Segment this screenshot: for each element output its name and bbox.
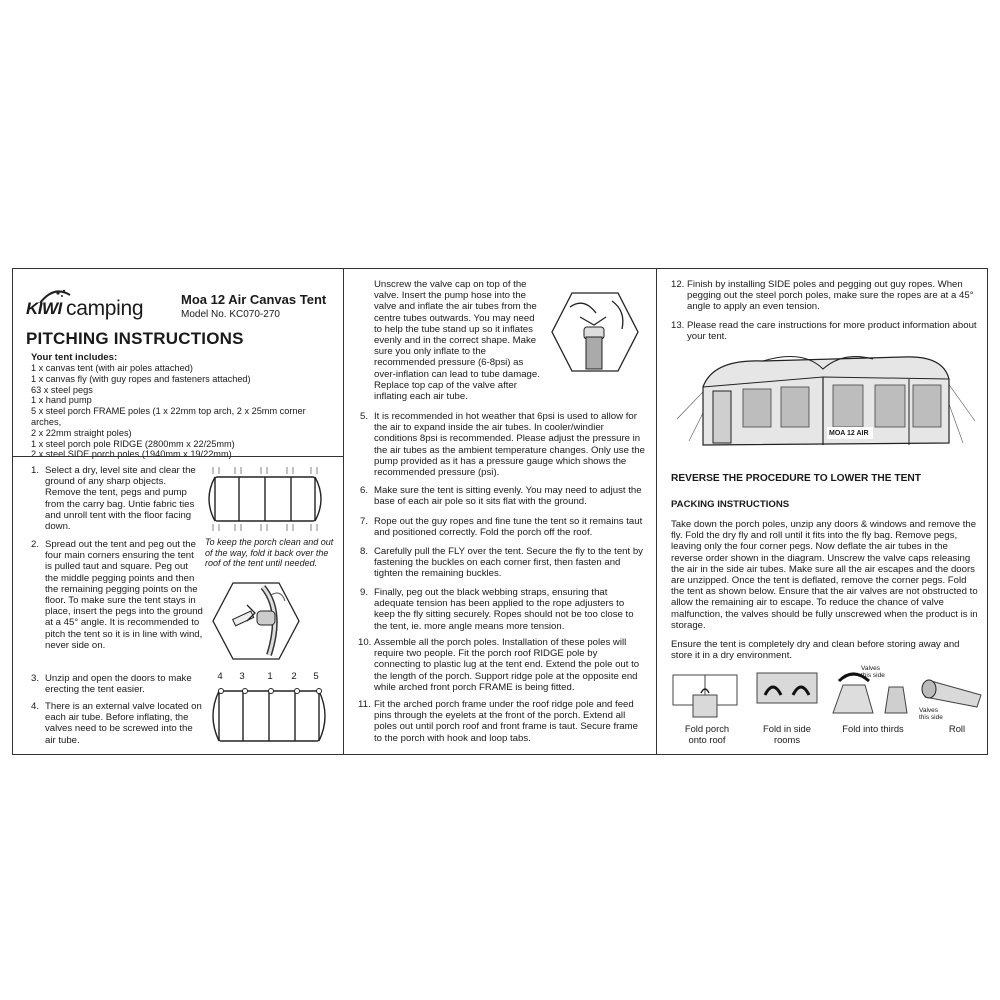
column-1 — [13, 269, 343, 754]
step-number: 6. — [360, 485, 369, 496]
step-number: 4. — [31, 701, 40, 712]
step-4 — [31, 701, 203, 746]
step-number: 9. — [360, 587, 369, 598]
fold-step-label: Fold in side rooms — [763, 723, 811, 745]
step-number: 5. — [360, 411, 369, 422]
column-3 — [656, 269, 989, 754]
step-text: Select a dry, level site and clear the ground of any sharp objects. Remove the tent, pegs and pump from the carry bag. Untie fabric ties and unroll tent with the floor facing down. — [45, 465, 196, 533]
step-12 — [671, 279, 977, 313]
step-number: 2. — [31, 539, 40, 550]
step-text: Finish by installing SIDE poles and pegging out guy ropes. When pegging out the steel porch poles, make sure the ropes are at a 45° angle to apply an even tension. — [687, 279, 974, 313]
step-text: Rope out the guy ropes and fine tune the tent so it remains taut and positioned correctly. Fold the porch off the roof. — [374, 516, 643, 539]
valve-detail-illustration — [211, 581, 301, 661]
step-number: 3. — [31, 673, 40, 684]
step-13 — [671, 320, 977, 342]
step-9 — [360, 587, 646, 632]
tube-number: 1 — [267, 671, 273, 682]
valve-note: Valves this side — [919, 707, 943, 721]
step-text: Unscrew the valve cap on top of the valve. Insert the pump hose into the valve and inflate the air tubes from the centre tubes outwards. You may need to help the tube stand up so it inflates evenly and in the correct shape. Make sure you only inflate to the recommended pressure (6-8psi) as over-inflation can lead to tube damage. Replace top cap of the valve after inflating each air tube. — [374, 279, 540, 403]
brand-logo — [26, 287, 176, 323]
tent-floor-peg-diagram — [201, 465, 331, 533]
step-8 — [360, 546, 646, 580]
porch-caption: To keep the porch clean and out of the way, fold it back over the roof of the tent until needed. — [205, 537, 334, 568]
tube-number: 3 — [239, 671, 245, 682]
includes-list — [31, 363, 336, 460]
step-number: 11. — [358, 699, 371, 710]
step-text: There is an external valve located on each air tube. Before inflating, the valves need to be screwed into the air tube. — [45, 701, 202, 746]
step-text: Spread out the tent and peg out the four main corners ensuring the tent is pulled taut and square. Peg out the middle pegging points and then the remaining pegging points on the floor. To make sure the tent stays in place, insert the pegs into the ground at a 45° angle. It is recommended to pitch the tent so it is in line with wind, never side on. — [45, 539, 203, 651]
step-5 — [360, 411, 646, 478]
step-number: 8. — [360, 546, 369, 557]
includes-item: 1 x hand pump — [31, 395, 92, 406]
pump-valve-illustration — [550, 291, 640, 373]
step-4-continued — [360, 279, 542, 402]
includes-heading: Your tent includes: — [31, 352, 118, 363]
includes-item: 2 x 22mm straight poles) — [31, 427, 132, 438]
inflation-order-diagram — [203, 683, 335, 749]
fold-step-label: Fold into thirds — [842, 723, 904, 734]
fold-porch-diagram — [671, 671, 739, 719]
section-divider — [13, 456, 343, 457]
step-1 — [31, 465, 203, 532]
step-text: It is recommended in hot weather that 6psi is used to allow for the air to expand inside the air tubes. In cooler/windier conditions 8psi is recommended. Please adjust the pressure in the air tubes as the ambient temperature changes. Only use the pump provided as it has a pressure gauge which shows the recommended pressure (psi). — [374, 411, 645, 479]
step-number: 10. — [358, 637, 372, 648]
includes-item: 1 x steel porch pole RIDGE (2800mm x 22/25mm) — [31, 438, 235, 449]
product-title: Moa 12 Air Canvas Tent — [181, 292, 327, 307]
step-text: Please read the care instructions for more product information about your tent. — [687, 320, 977, 343]
fold-step-label: Fold porch onto roof — [684, 723, 730, 745]
storage-paragraph: Ensure the tent is completely dry and clean before storing away and store it in a dry environment. — [671, 639, 960, 662]
step-6 — [360, 485, 646, 507]
packing-paragraph: Take down the porch poles, unzip any doors & windows and remove the fly. Fold the dry fly and roll until it fits into the fly bag. Remove pegs, leaving only the four corner pegs. Now deflate the air tubes in the reverse order shown in the diagram. Unscrew the valve caps releasing the air in the side air tubes. Make sure all the air escapes and the doors are unzipped. Once the tent is deflated, remove the corner pegs. Fold the tent as shown below. Ensure that the air valves are not obstructed to allow the remaining air to escape. To reduce the chance of valve malfunction, the valves should be fully unscrewed when the product is in storage. — [671, 519, 978, 631]
fold-step-label: Roll — [948, 723, 966, 734]
includes-item: 1 x canvas tent (with air poles attached) — [31, 363, 193, 373]
pitching-heading: PITCHING INSTRUCTIONS — [26, 329, 244, 348]
step-number: 7. — [360, 516, 369, 527]
step-number: 13. — [671, 320, 685, 331]
packing-heading: PACKING INSTRUCTIONS — [671, 499, 790, 510]
fold-side-rooms-diagram — [755, 671, 819, 705]
includes-item: 63 x steel pegs — [31, 384, 93, 395]
reverse-heading: REVERSE THE PROCEDURE TO LOWER THE TENT — [671, 473, 921, 484]
step-3 — [31, 673, 203, 695]
includes-item: 5 x steel porch FRAME poles (1 x 22mm top arch, 2 x 25mm corner arches, — [31, 406, 306, 427]
model-number: Model No. KC070-270 — [181, 309, 280, 320]
logo-kiwi-text: KIWI — [26, 299, 62, 318]
step-text: Carefully pull the FLY over the tent. Secure the fly to the tent by fastening the buckles on each corner first, then fasten and tighten the remaining buckles. — [374, 546, 643, 580]
column-2 — [343, 269, 656, 754]
step-2 — [31, 539, 203, 651]
instruction-sheet — [12, 268, 988, 755]
step-10 — [360, 637, 646, 693]
tube-number: 5 — [313, 671, 319, 682]
step-text: Make sure the tent is sitting evenly. You may need to adjust the base of each air pole so it sits flat with the ground. — [374, 485, 642, 508]
step-number: 1. — [31, 465, 40, 476]
tent-illustration — [673, 349, 979, 459]
step-text: Assemble all the porch poles. Installation of these poles will require two people. Fit the porch roof RIDGE pole by connecting to plastic lug at the tent end. Extend the pole out to the length of the porch. Support ridge pole at the opposite end while arched front porch FRAME is being fitted. — [374, 637, 640, 693]
includes-item: 2 x steel SIDE porch poles (1940mm x 19/22mm) — [31, 449, 232, 460]
step-text: Unzip and open the doors to make erecting the tent easier. — [45, 673, 192, 696]
tube-number: 4 — [217, 671, 223, 682]
tent-model-label: MOA 12 AIR — [829, 430, 869, 437]
step-number: 12. — [671, 279, 685, 290]
logo-camping-text: camping — [66, 297, 144, 320]
includes-item: 1 x canvas fly (with guy ropes and fasteners attached) — [31, 373, 251, 384]
step-11 — [360, 699, 646, 744]
step-text: Fit the arched porch frame under the roof ridge pole and feed pins through the eyelets at the front of the porch. Extend all poles out until porch roof and front frame is taut. Secure frame to the porch with hook and loop tabs. — [374, 699, 638, 744]
valve-note: Valves this side — [861, 665, 885, 679]
step-7 — [360, 516, 646, 538]
step-text: Finally, peg out the black webbing straps, ensuring that adequate tension has been applied to the rope adjusters to keep the fly sitting securely. Ropes should not be too close to the tent, ie. more angle means more tension. — [374, 587, 634, 632]
tube-number: 2 — [291, 671, 297, 682]
